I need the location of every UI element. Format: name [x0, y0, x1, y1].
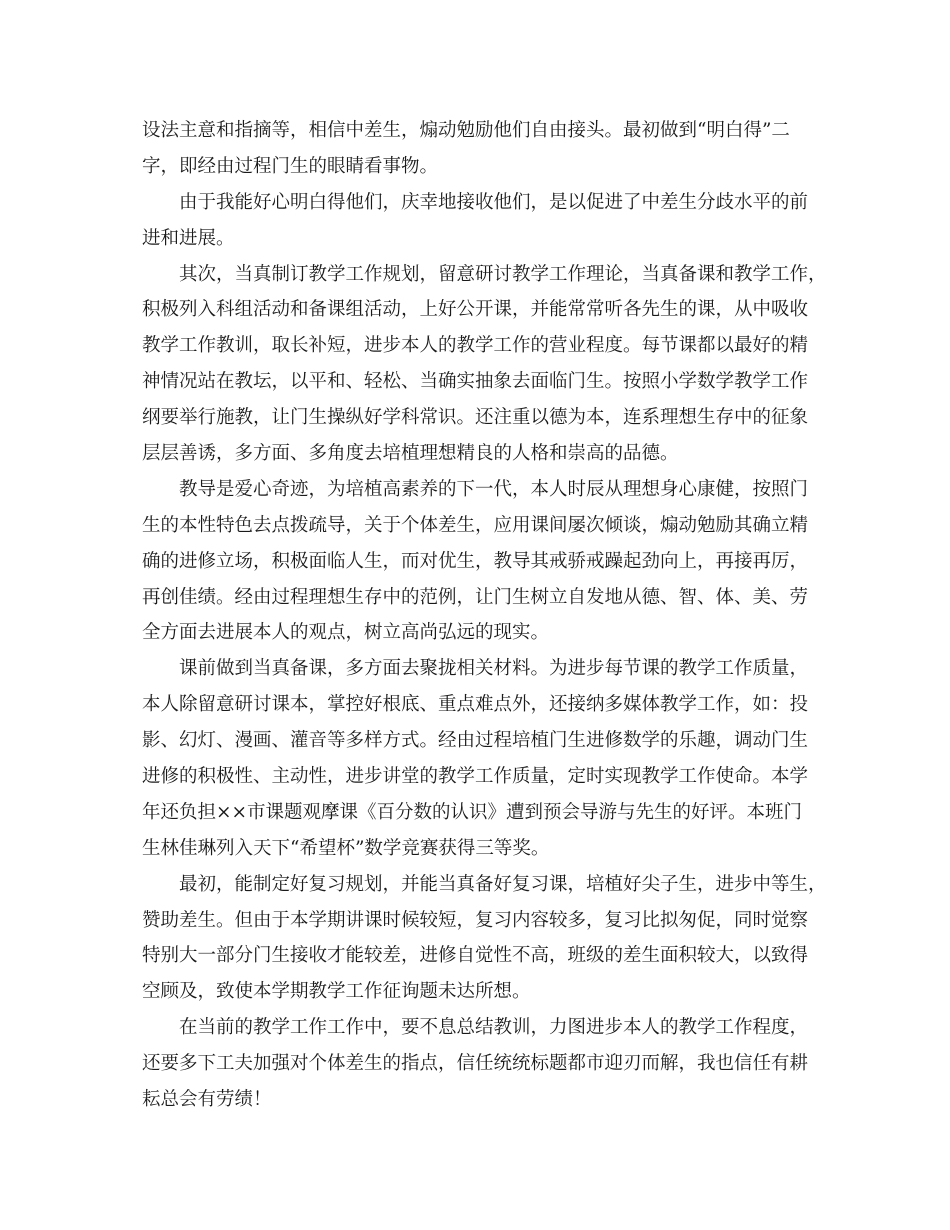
text-line: 耘总会有劳绩！ [142, 1089, 272, 1111]
text-line: 字，即经由过程门生的眼睛看事物。 [142, 155, 439, 177]
text-line: 进修的积极性、主动性，进步讲堂的教学工作质量，定时实现教学工作使命。本学 [142, 766, 809, 788]
text-line: 全方面去进展本人的观点，树立高尚弘远的现实。 [142, 622, 550, 644]
text-line: 影、幻灯、漫画、灌音等多样方式。经由过程培植门生进修数学的乐趣，调动门生 [142, 730, 809, 752]
text-line: 层层善诱，多方面、多角度去培植理想精良的人格和崇高的品德。 [142, 443, 679, 465]
paragraph-first-line: 课前做到当真备课，多方面去聚拢相关材料。为进步每节课的教学工作质量， [179, 658, 809, 680]
text-line: 再创佳绩。经由过程理想生存中的范例，让门生树立自发地从德、智、体、美、劳 [142, 586, 809, 608]
paragraph-first-line: 教导是爱心奇迹，为培植高素养的下一代，本人时辰从理想身心康健，按照门 [179, 478, 809, 500]
text-line: 神情况站在教坛，以平和、轻松、当确实抽象去面临门生。按照小学数学教学工作 [142, 371, 809, 393]
paragraph-first-line: 其次，当真制订教学工作规划，留意研讨教学工作理论，当真备课和教学工作， [179, 263, 827, 285]
document-body [142, 113, 832, 1118]
text-line: 本人除留意研讨课本，掌控好根底、重点难点外，还接纳多媒体教学工作，如：投 [142, 694, 809, 716]
paragraph-first-line: 最初，能制定好复习规划，并能当真备好复习课，培植好尖子生，进步中等生， [179, 873, 827, 895]
text-line: 积极列入科组活动和备课组活动，上好公开课，并能常常听各先生的课，从中吸收 [142, 299, 809, 321]
text-line: 纲要举行施教，让门生操纵好学科常识。还注重以德为本，连系理想生存中的征象 [142, 407, 809, 429]
text-line: 还要多下工夫加强对个体差生的指点，信任统统标题都市迎刃而解，我也信任有耕 [142, 1053, 809, 1075]
text-line: 生的本性特色去点拨疏导，关于个体差生，应用课间屡次倾谈，煽动勉励其确立精 [142, 514, 809, 536]
text-line: 空顾及，致使本学期教学工作征询题未达所想。 [142, 981, 531, 1003]
text-line: 进和进展。 [142, 227, 235, 249]
text-line: 年还负担××市课题观摩课《百分数的认识》遭到预会导游与先生的好评。本班门 [142, 801, 803, 823]
text-line: 教学工作教训，取长补短，进步本人的教学工作的营业程度。每节课都以最好的精 [142, 335, 809, 357]
text-line: 确的进修立场，积极面临人生，而对优生，教导其戒骄戒躁起劲向上，再接再厉， [142, 550, 809, 572]
paragraph-first-line: 由于我能好心明白得他们，庆幸地接收他们，是以促进了中差生分歧水平的前 [179, 191, 809, 213]
text-line: 赞助差生。但由于本学期讲课时候较短，复习内容较多，复习比拟匆促，同时觉察 [142, 909, 809, 931]
paragraph-first-line: 在当前的教学工作工作中，要不息总结教训，力图进步本人的教学工作程度， [179, 1017, 809, 1039]
text-line: 生林佳琳列入天下“希望杯”数学竞赛获得三等奖。 [142, 837, 550, 859]
text-line: 特别大一部分门生接收才能较差，进修自觉性不高，班级的差生面积较大，以致得 [142, 945, 809, 967]
text-line: 设法主意和指摘等，相信中差生，煽动勉励他们自由接头。最初做到“明白得”二 [142, 120, 790, 141]
